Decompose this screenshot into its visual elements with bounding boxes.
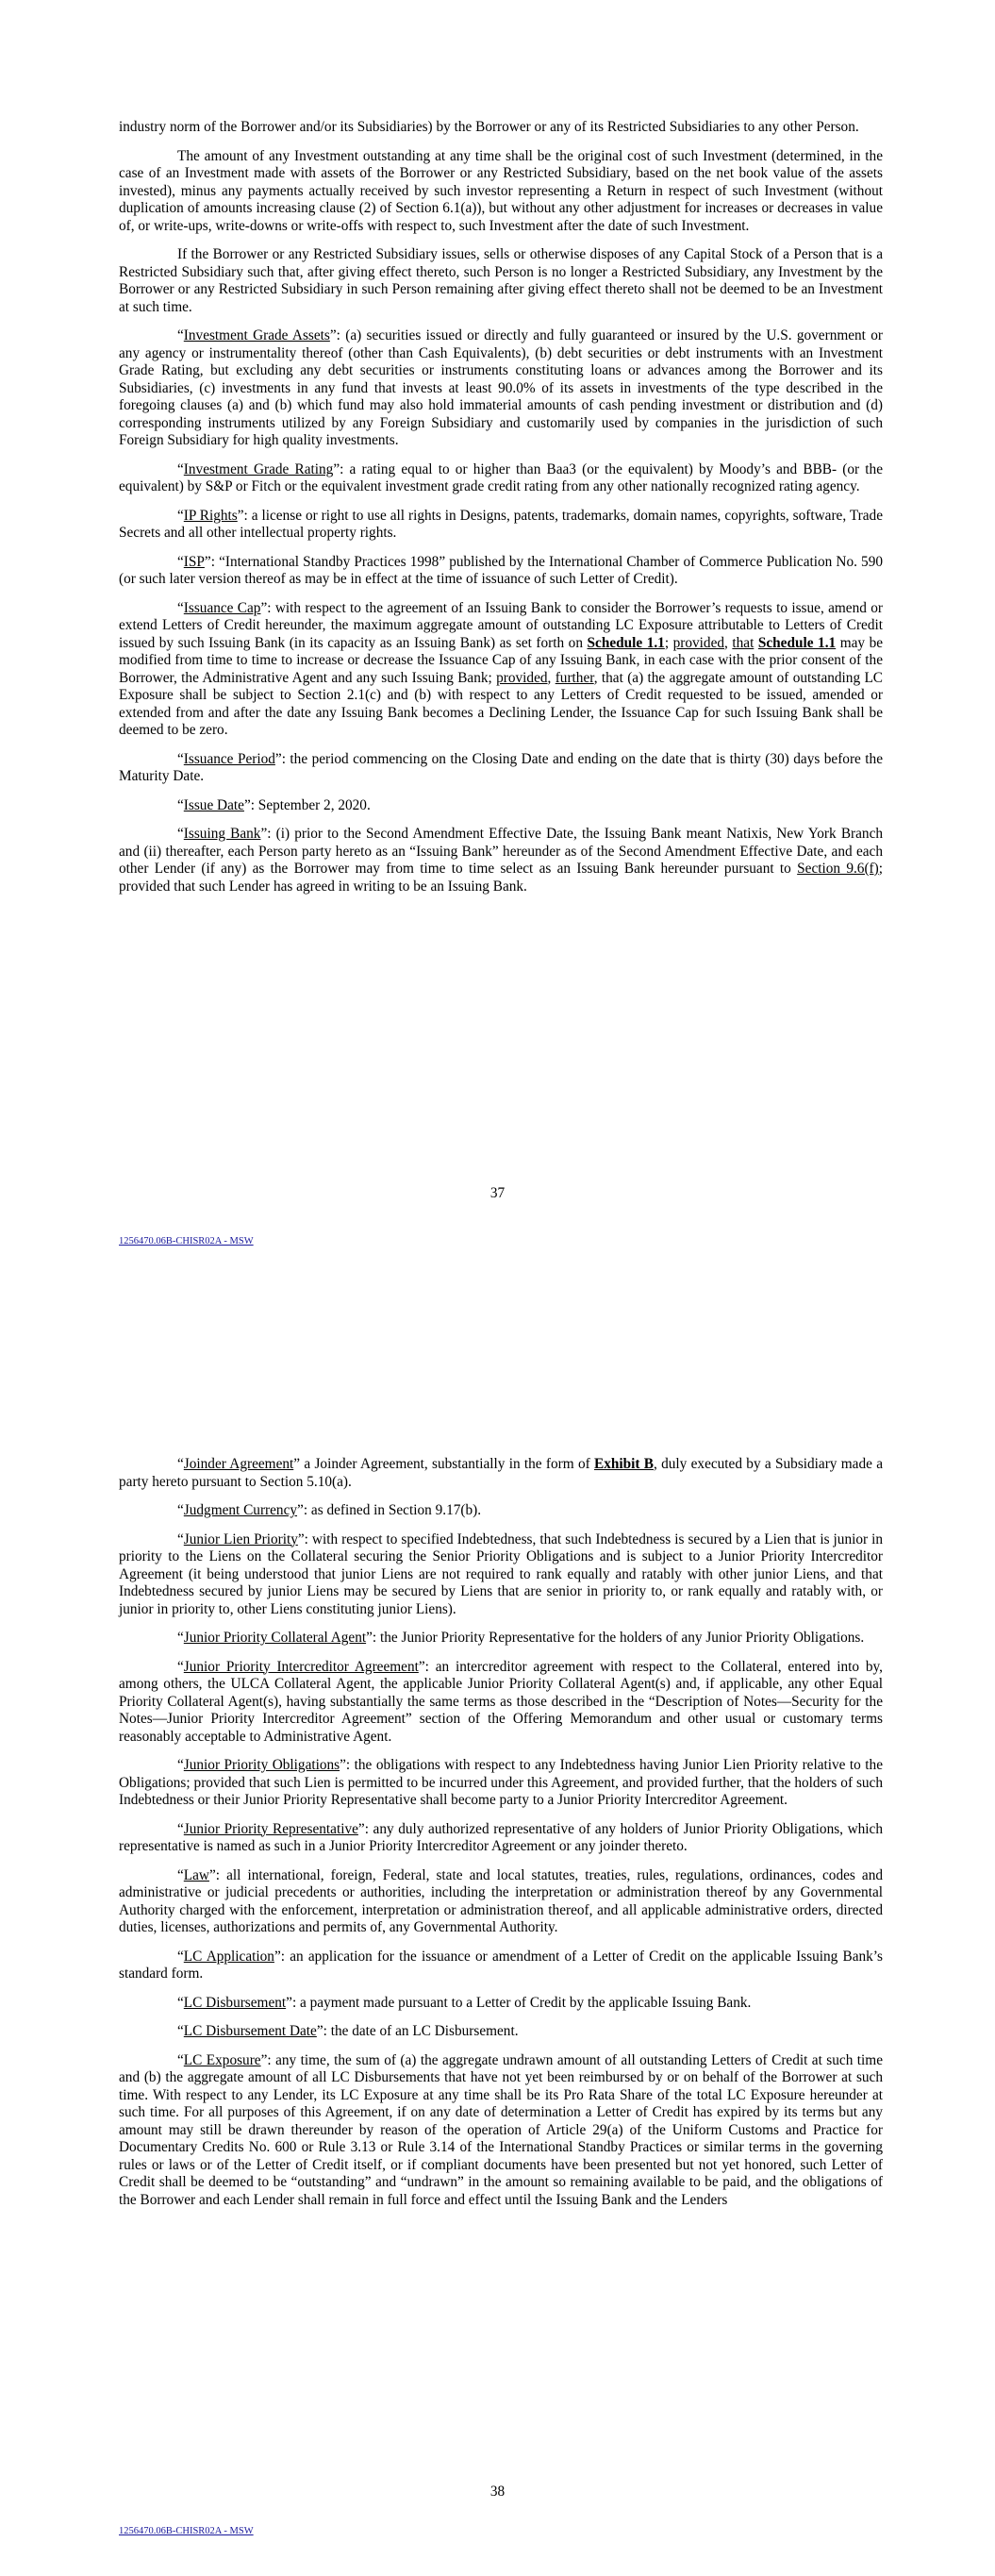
term-investment-grade-rating: Investment Grade Rating <box>183 460 334 477</box>
term-lc-disbursement: LC Disbursement <box>183 1994 287 2011</box>
term-isp: ISP <box>183 553 205 570</box>
term-law: Law <box>183 1866 209 1883</box>
definition-junior-priority-obligations: “Junior Priority Obligations”: the obligations with respect to any Indebtedness having Junior Lien Priority relative to the Obligations; provided that such Lien is permitted to be incurred under this Agreement, and provided further, that the holders of such Indebtedness or their Junior Priority Representative shall become party to a Junior Priority Intercreditor Agreement. <box>119 1757 883 1808</box>
paragraph-investment-amount: The amount of any Investment outstanding at any time shall be the original cost of such Investment (determined, in the case of an Investment made with assets of the Borrower or any Restricted Subsidiary, based on the net book value of the assets invested), minus any payments actually received by such investor representing a Return in respect of such Investment (without duplication of amounts increasing clause (2) of Section 6.1(a)), but without any other adjustment for increases or decreases in value of, or write-ups, write-downs or write-offs with respect to, such Investment after the date of such Investment. <box>119 147 883 234</box>
page-38 <box>0 1312 995 2576</box>
term-issue-date: Issue Date <box>183 796 244 813</box>
definition-issuing-bank: “Issuing Bank”: (i) prior to the Second Amendment Effective Date, the Issuing Bank meant Natixis, New York Branch and (ii) thereafter, each Person party hereto as an “Issuing Bank” hereunder as of the Second Amendment Effective Date, and each other Lender (if any) as the Borrower may from time to time select as an Issuing Bank hereunder pursuant to Section 9.6(f); provided that such Lender has agreed in writing to be an Issuing Bank. <box>119 826 884 895</box>
definition-ip-rights: “IP Rights”: a license or right to use all rights in Designs, patents, trademarks, domain names, copyrights, software, Trade Secrets and all other intellectual property rights. <box>119 507 883 541</box>
term-junior-priority-representative: Junior Priority Representative <box>183 1820 358 1837</box>
definition-lc-disbursement: “LC Disbursement”: a payment made pursuant to a Letter of Credit by the applicable Issuing Bank. <box>177 1994 752 2011</box>
term-ip-rights: IP Rights <box>183 507 238 524</box>
term-junior-priority-collateral-agent: Junior Priority Collateral Agent <box>183 1630 367 1646</box>
term-junior-lien-priority: Junior Lien Priority <box>183 1531 298 1547</box>
definition-issue-date: “Issue Date”: September 2, 2020. <box>177 796 371 813</box>
term-investment-grade-assets: Investment Grade Assets <box>183 327 330 343</box>
term-joinder-agreement: Joinder Agreement <box>183 1456 294 1472</box>
definition-lc-application: “LC Application”: an application for the issuance or amendment of a Letter of Credit on the applicable Issuing Bank’s standard form. <box>119 1948 883 1982</box>
document-reference-link[interactable]: 1256470.06B-CHISR02A - MSW <box>119 2526 254 2536</box>
term-junior-priority-intercreditor-agreement: Junior Priority Intercreditor Agreement <box>183 1658 419 1675</box>
document-reference-link[interactable]: 1256470.06B-CHISR02A - MSW <box>119 1236 254 1246</box>
paragraph-investment-continuation: industry norm of the Borrower and/or its Subsidiaries) by the Borrower or any of its Restricted Subsidiaries to any other Person. <box>119 119 859 135</box>
term-issuance-period: Issuance Period <box>183 750 275 767</box>
definition-joinder-agreement: “Joinder Agreement” a Joinder Agreement, substantially in the form of Exhibit B, duly executed by a Subsidiary made a party hereto pursuant to Section 5.10(a). <box>119 1456 883 1490</box>
definition-investment-grade-assets: “Investment Grade Assets”: (a) securities issued or directly and fully guaranteed or insured by the U.S. government or any agency or instrumentality thereof (other than Cash Equivalents), (b) debt securities or debt instruments with an Investment Grade Rating, but excluding any debt securities or instruments constituting loans or advances among the Borrower and its Subsidiaries, (c) investments in any fund that invests at least 90.0% of its assets in investments of the type described in the foregoing clauses (a) and (b) which fund may also hold immaterial amounts of cash pending investment or distribution and (d) corresponding instruments utilized by any Foreign Subsidiary and customarily used by companies in the jurisdiction of such Foreign Subsidiary for high quality investments. <box>119 327 883 448</box>
term-issuing-bank: Issuing Bank <box>183 826 261 842</box>
page-37-body <box>119 119 883 907</box>
definition-investment-grade-rating: “Investment Grade Rating”: a rating equal to or higher than Baa3 (or the equivalent) by Moody’s and BBB- (or the equivalent) by S&P or Fitch or the equivalent investment grade credit rating from any other nationally recognized rating agency. <box>119 460 883 494</box>
term-issuance-cap: Issuance Cap <box>183 599 261 616</box>
definition-issuance-cap: “Issuance Cap”: with respect to the agreement of an Issuing Bank to consider the Borrower’s requests to issue, amend or extend Letters of Credit hereunder, the maximum aggregate amount of outstanding LC Exposure attributable to Letters of Credit issued by such Issuing Bank (in its capacity as an Issuing Bank) as set forth on Schedule 1.1; provided, that Schedule 1.1 may be modified from time to time to increase or decrease the Issuance Cap of any Issuing Bank, in each case with the prior consent of the Borrower, the Administrative Agent and any such Issuing Bank; provided, further, that (a) the aggregate amount of outstanding LC Exposure shall be subject to Section 2.1(c) and (b) with respect to any Letters of Credit requested to be issued, amended or extended from and after the date any Issuing Bank becomes a Declining Lender, the Issuance Cap for such Issuing Bank shall be deemed to be zero. <box>119 599 884 738</box>
term-lc-application: LC Application <box>183 1948 274 1965</box>
definition-law: “Law”: all international, foreign, Federal, state and local statutes, treaties, rules, regulations, ordinances, codes and administrative or judicial precedents or authorities, including the interpretation or administration thereof by any Governmental Authority charged with the enforcement, interpretation or administration thereof, and all applicable administrative orders, directed duties, licenses, authorizations and permits of, any Governmental Authority. <box>119 1866 883 1935</box>
term-lc-disbursement-date: LC Disbursement Date <box>183 2023 317 2039</box>
section-9-6-f-ref: Section 9.6(f) <box>797 861 879 877</box>
definition-isp: “ISP”: “International Standby Practices 1998” published by the International Chamber of Commerce Publication No. 590 (or such later version thereof as may be in effect at the time of issuance of such Letter of Credit). <box>119 553 883 587</box>
definition-lc-disbursement-date: “LC Disbursement Date”: the date of an LC Disbursement. <box>177 2023 519 2039</box>
schedule-1-1-ref: Schedule 1.1 <box>587 634 665 651</box>
paragraph-restricted-subsidiary: If the Borrower or any Restricted Subsidiary issues, sells or otherwise disposes of any Capital Stock of a Person that is a Restricted Subsidiary such that, after giving effect thereto, such Person is no longer a Restricted Subsidiary, any Investment by the Borrower or any Restricted Subsidiary in such Person remaining after giving effect thereto shall not be deemed to be an Investment at such time. <box>119 246 883 315</box>
definition-junior-priority-intercreditor-agreement: “Junior Priority Intercreditor Agreement”: an intercreditor agreement with respect to the Collateral, entered into by, among others, the ULCA Collateral Agent, the applicable Junior Priority Collateral Agent(s) and, if applicable, any other Equal Priority Collateral Agent(s), having substantially the same terms as those described in the “Description of Notes—Security for the Notes—Junior Priority Intercreditor Agreement” section of the Offering Memorandum and other usual or customary terms reasonably acceptable to Administrative Agent. <box>119 1658 883 1745</box>
definition-junior-priority-representative: “Junior Priority Representative”: any duly authorized representative of any holders of Junior Priority Obligations, which representative is named as such in a Junior Priority Intercreditor Agreement or any joinder thereto. <box>119 1820 883 1854</box>
term-lc-exposure: LC Exposure <box>183 2051 261 2068</box>
page-38-body <box>119 1456 883 2220</box>
definition-junior-lien-priority: “Junior Lien Priority”: with respect to specified Indebtedness, that such Indebtedness is secured by a Lien that is junior in priority to the Liens on the Collateral securing the Senior Priority Obligations and is subject to a Junior Priority Intercreditor Agreement (it being understood that junior Liens are not required to rank equally and ratably with other junior Liens, and that Indebtedness secured by junior Liens may be secured by Liens that are senior in priority to, or rank equally and ratably with, or junior in priority to, other Liens constituting junior Liens). <box>119 1531 883 1617</box>
definition-lc-exposure: “LC Exposure”: any time, the sum of (a) the aggregate undrawn amount of all outstanding Letters of Credit at such time and (b) the aggregate amount of all LC Disbursements that have not yet been reimbursed by or on behalf of the Borrower at such time. With respect to any Lender, its LC Exposure at any time shall be its Pro Rata Share of the total LC Exposure hereunder at such time. For all purposes of this Agreement, if on any date of determination a Letter of Credit has expired by its terms but any amount may still be drawn thereunder by reason of the operation of Article 29(a) of the Uniform Customs and Practice for Documentary Credits No. 600 or Rule 3.13 or Rule 3.14 of the International Standby Practices or similar terms in the governing rules or laws or of the Letter of Credit itself, or if compliant documents have been presented but not yet honored, such Letter of Credit shall be deemed to be “outstanding” and “undrawn” in the amount so remaining available to be paid, and the obligations of the Borrower and each Lender shall remain in full force and effect until the Issuing Bank and the Lenders <box>119 2051 883 2208</box>
page-number: 38 <box>489 2484 506 2500</box>
definition-judgment-currency: “Judgment Currency”: as defined in Section 9.17(b). <box>177 1502 482 1518</box>
term-judgment-currency: Judgment Currency <box>183 1502 298 1518</box>
page-number: 37 <box>489 1185 506 1201</box>
term-junior-priority-obligations: Junior Priority Obligations <box>183 1757 340 1773</box>
definition-junior-priority-collateral-agent: “Junior Priority Collateral Agent”: the Junior Priority Representative for the holders of any Junior Priority Obligations. <box>177 1630 865 1646</box>
definition-issuance-period: “Issuance Period”: the period commencing on the Closing Date and ending on the date that is thirty (30) days before the Maturity Date. <box>119 750 883 784</box>
exhibit-b-ref: Exhibit B <box>594 1456 654 1472</box>
schedule-1-1-ref-2: Schedule 1.1 <box>757 634 837 651</box>
